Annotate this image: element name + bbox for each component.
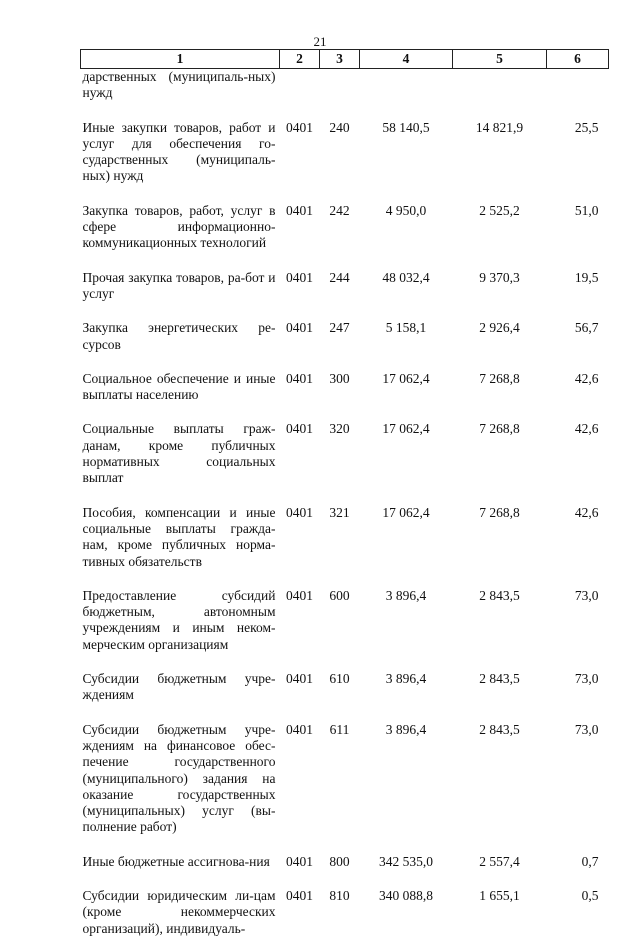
- row-executed-amount: [453, 570, 547, 653]
- row-section-code-text: 0401: [286, 504, 313, 520]
- row-execution-percent: [547, 570, 609, 653]
- row-name-text: Субсидии юридическим ли-цам (кроме некоммерческих организаций), индивидуаль-: [82, 887, 276, 936]
- row-executed-amount-text: 14 821,9: [475, 119, 524, 135]
- row-expense-type-text: 247: [329, 320, 350, 336]
- row-section-code-text: 0401: [286, 887, 313, 903]
- row-expense-type-text: 240: [329, 119, 350, 135]
- row-planned-amount-text: 4 950,0: [385, 202, 427, 218]
- row-expense-type-text: 610: [329, 671, 350, 687]
- row-execution-percent: [547, 185, 609, 252]
- row-execution-percent-text: 73,0: [574, 671, 599, 687]
- row-executed-amount-text: 7 268,8: [479, 504, 520, 520]
- table-row: [81, 836, 609, 870]
- row-expense-type: [320, 353, 360, 404]
- row-expense-type: [320, 185, 360, 252]
- row-planned-amount-text: 340 088,8: [379, 887, 433, 903]
- row-expense-type-text: 244: [329, 269, 350, 285]
- row-planned-amount: [360, 252, 453, 303]
- row-planned-amount-text: 3 896,4: [385, 721, 427, 737]
- row-section-code: [280, 836, 320, 870]
- row-executed-amount-text: 2 843,5: [479, 721, 520, 737]
- row-execution-percent-text: 0,7: [581, 853, 599, 869]
- row-section-code-text: 0401: [286, 269, 313, 285]
- table-row: [81, 302, 609, 353]
- row-planned-amount-text: 5 158,1: [385, 320, 427, 336]
- row-expense-type-text: 810: [329, 887, 350, 903]
- row-name: [81, 403, 280, 486]
- row-expense-type-text: 800: [329, 853, 350, 869]
- row-section-code: [280, 185, 320, 252]
- row-executed-amount-text: 9 370,3: [479, 269, 520, 285]
- row-section-code: [280, 870, 320, 937]
- row-planned-amount: [360, 570, 453, 653]
- row-name-text: Закупка энергетических ре-сурсов: [82, 320, 276, 352]
- row-expense-type: [320, 870, 360, 937]
- row-execution-percent: [547, 836, 609, 870]
- row-execution-percent-text: 42,6: [574, 504, 599, 520]
- row-executed-amount-text: 2 557,4: [479, 853, 520, 869]
- row-name: [81, 102, 280, 185]
- row-execution-percent: [547, 353, 609, 404]
- row-executed-amount: [453, 704, 547, 836]
- row-section-code-text: 0401: [286, 370, 313, 386]
- row-executed-amount-text: 7 268,8: [479, 370, 520, 386]
- row-planned-amount: [360, 704, 453, 836]
- table-row: [81, 570, 609, 653]
- table-row: [81, 69, 609, 102]
- row-planned-amount: [360, 870, 453, 937]
- row-expense-type: [320, 403, 360, 486]
- row-executed-amount: [453, 69, 547, 102]
- row-expense-type-text: 320: [329, 421, 350, 437]
- row-expense-type: [320, 302, 360, 353]
- row-execution-percent: [547, 487, 609, 570]
- table-row: [81, 102, 609, 185]
- row-expense-type: [320, 836, 360, 870]
- row-execution-percent-text: 56,7: [574, 320, 599, 336]
- table-row: [81, 403, 609, 486]
- row-planned-amount-text: 342 535,0: [379, 853, 433, 869]
- row-section-code: [280, 570, 320, 653]
- row-name: [81, 252, 280, 303]
- row-execution-percent: [547, 653, 609, 704]
- table-row: [81, 185, 609, 252]
- row-name-text: Социальное обеспечение и иные выплаты населению: [82, 370, 276, 403]
- row-section-code-text: 0401: [286, 587, 313, 603]
- page-number: 21: [313, 34, 327, 49]
- table-row: [81, 252, 609, 303]
- row-name-text: дарственных (муниципаль-ных) нужд: [82, 69, 276, 101]
- row-executed-amount: [453, 102, 547, 185]
- row-planned-amount: [360, 487, 453, 570]
- row-execution-percent-text: 19,5: [574, 269, 599, 285]
- row-section-code: [280, 102, 320, 185]
- row-planned-amount-text: 3 896,4: [385, 587, 427, 603]
- row-executed-amount-text: 1 655,1: [479, 887, 520, 903]
- row-expense-type-text: 300: [329, 370, 350, 386]
- row-expense-type-text: 321: [329, 504, 350, 520]
- column-header-4: 4: [360, 50, 453, 69]
- row-name: [81, 302, 280, 353]
- row-name: [81, 185, 280, 252]
- row-planned-amount: [360, 653, 453, 704]
- row-execution-percent: [547, 704, 609, 836]
- row-expense-type: [320, 69, 360, 102]
- table-header-row: [81, 50, 609, 69]
- row-name-text: Социальные выплаты граж-данам, кроме публичных нормативных социальных выплат: [82, 421, 276, 486]
- row-executed-amount-text: 2 525,2: [479, 202, 520, 218]
- row-execution-percent: [547, 102, 609, 185]
- row-expense-type-text: 611: [329, 721, 350, 737]
- column-header-6: 6: [547, 50, 609, 69]
- row-section-code-text: 0401: [286, 320, 313, 336]
- column-header-3: 3: [320, 50, 360, 69]
- row-planned-amount-text: 3 896,4: [385, 671, 427, 687]
- row-planned-amount: [360, 185, 453, 252]
- row-expense-type-text: 242: [329, 202, 350, 218]
- row-executed-amount-text: 7 268,8: [479, 421, 520, 437]
- row-execution-percent: [547, 403, 609, 486]
- row-section-code-text: 0401: [286, 421, 313, 437]
- row-executed-amount: [453, 836, 547, 870]
- row-name: [81, 570, 280, 653]
- row-planned-amount-text: 17 062,4: [382, 504, 430, 520]
- table-row: [81, 704, 609, 836]
- row-name: [81, 353, 280, 404]
- row-section-code: [280, 653, 320, 704]
- row-section-code-text: 0401: [286, 671, 313, 687]
- row-executed-amount: [453, 403, 547, 486]
- row-expense-type: [320, 487, 360, 570]
- row-execution-percent: [547, 302, 609, 353]
- row-executed-amount: [453, 302, 547, 353]
- row-section-code: [280, 252, 320, 303]
- row-name-text: Прочая закупка товаров, ра-бот и услуг: [82, 269, 276, 301]
- row-planned-amount: [360, 836, 453, 870]
- row-expense-type: [320, 570, 360, 653]
- row-executed-amount: [453, 353, 547, 404]
- row-name: [81, 704, 280, 836]
- row-planned-amount: [360, 403, 453, 486]
- row-name-text: Иные бюджетные ассигнова-ния: [82, 853, 270, 869]
- row-section-code-text: 0401: [286, 853, 313, 869]
- row-executed-amount: [453, 252, 547, 303]
- row-planned-amount-text: 58 140,5: [382, 119, 430, 135]
- row-expense-type: [320, 102, 360, 185]
- row-execution-percent: [547, 69, 609, 102]
- row-section-code: [280, 403, 320, 486]
- row-expense-type-text: 600: [329, 587, 350, 603]
- row-planned-amount-text: 48 032,4: [382, 269, 430, 285]
- row-section-code-text: 0401: [286, 202, 313, 218]
- row-name: [81, 69, 280, 102]
- row-execution-percent: [547, 870, 609, 937]
- budget-table: [80, 49, 609, 937]
- row-planned-amount: [360, 69, 453, 102]
- row-name-text: Иные закупки товаров, работ и услуг для обеспечения го-сударственных (муниципаль-ных) нужд: [82, 119, 276, 184]
- row-name: [81, 870, 280, 937]
- row-expense-type: [320, 704, 360, 836]
- row-planned-amount-text: 17 062,4: [382, 370, 430, 386]
- row-section-code: [280, 704, 320, 836]
- row-planned-amount: [360, 102, 453, 185]
- column-header-5: 5: [453, 50, 547, 69]
- row-name-text: Пособия, компенсации и иные социальные выплаты гражда-нам, кроме публичных норма-тивных обязательств: [82, 504, 276, 569]
- row-section-code: [280, 487, 320, 570]
- row-expense-type: [320, 252, 360, 303]
- row-section-code-text: 0401: [286, 721, 313, 737]
- table-row: [81, 487, 609, 570]
- row-name-text: Субсидии бюджетным учре-ждениям: [82, 671, 276, 703]
- row-name-text: Закупка товаров, работ, услуг в сфере информационно-коммуникационных технологий: [82, 202, 276, 251]
- column-header-2: 2: [280, 50, 320, 69]
- row-name: [81, 487, 280, 570]
- row-planned-amount: [360, 353, 453, 404]
- row-planned-amount: [360, 302, 453, 353]
- row-section-code: [280, 69, 320, 102]
- row-execution-percent-text: 42,6: [574, 421, 599, 437]
- row-section-code-text: 0401: [286, 119, 313, 135]
- row-executed-amount-text: 2 843,5: [479, 587, 520, 603]
- row-execution-percent: [547, 252, 609, 303]
- row-executed-amount: [453, 185, 547, 252]
- column-header-1: 1: [81, 50, 280, 69]
- table-row: [81, 353, 609, 404]
- row-execution-percent-text: 51,0: [574, 202, 599, 218]
- row-name: [81, 836, 280, 870]
- row-execution-percent-text: 73,0: [574, 587, 599, 603]
- row-executed-amount: [453, 487, 547, 570]
- row-execution-percent-text: 0,5: [581, 887, 599, 903]
- row-executed-amount-text: 2 843,5: [479, 671, 520, 687]
- table-row: [81, 870, 609, 937]
- row-executed-amount: [453, 653, 547, 704]
- row-execution-percent-text: 25,5: [574, 119, 599, 135]
- row-execution-percent-text: 73,0: [574, 721, 599, 737]
- row-section-code: [280, 302, 320, 353]
- row-name: [81, 653, 280, 704]
- row-expense-type: [320, 653, 360, 704]
- row-executed-amount: [453, 870, 547, 937]
- row-name-text: Субсидии бюджетным учре-ждениям на финансовое обес-печение государственного (муниципального) задания на оказание государственных (муниципальных) услуг (вы-полнение работ): [82, 721, 276, 835]
- row-executed-amount-text: 2 926,4: [479, 320, 520, 336]
- row-section-code: [280, 353, 320, 404]
- row-planned-amount-text: 17 062,4: [382, 421, 430, 437]
- table-row: [81, 653, 609, 704]
- row-name-text: Предоставление субсидий бюджетным, автономным учреждениям и иным неком-мерческим организациям: [82, 587, 276, 652]
- row-execution-percent-text: 42,6: [574, 370, 599, 386]
